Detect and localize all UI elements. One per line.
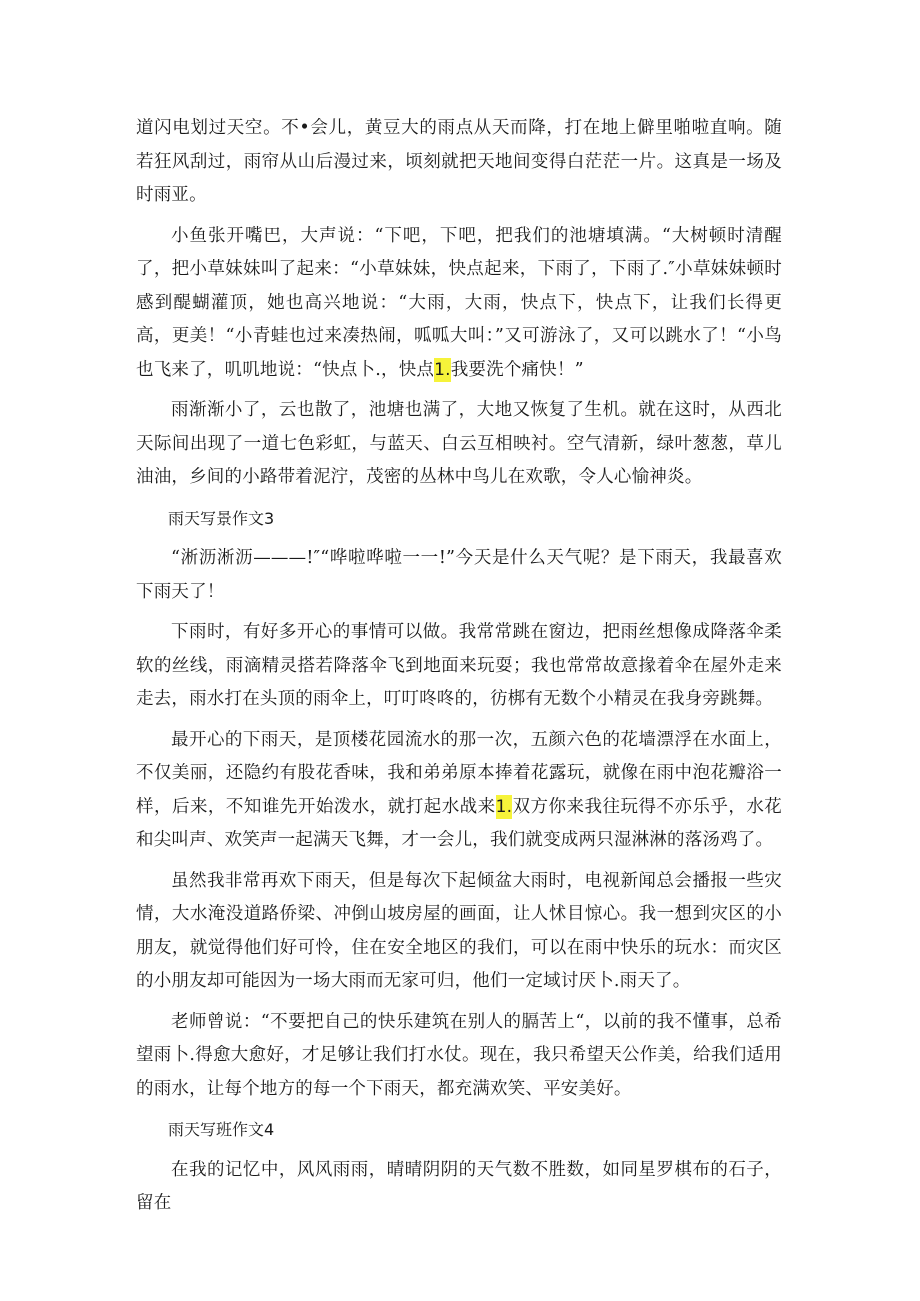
paragraph-2-text-a: 小鱼张开嘴巴，大声说：“下吧，下吧，把我们的池塘填满。“大树顿时清醒了，把小草妹妹叫了起来：“小草妹妹，快点起来，下雨了，下雨了.″小草妹妹顿时感到醍蝴灌顶，她也高兴地说：“大雨，大雨，快点下，快点下，让我们长得更高，更美！“小青蛙也过来凑热闹，呱呱大叫：”又可游泳了，又可以跳水了！“小鸟也飞来了，叽叽地说：“快点卜.，快点	[136, 225, 782, 380]
highlight-mark: 1.	[495, 796, 513, 817]
paragraph-6	[136, 724, 782, 858]
section-heading-4: 雨天写班作文4	[168, 1120, 275, 1139]
paragraph-9: 在我的记忆中，风风雨雨，晴晴阴阴的天气数不胜数，如同星罗棋布的石子，留在	[136, 1159, 782, 1213]
paragraph-7: 虽然我非常再欢下雨天，但是每次下起倾盆大雨时，电视新闻总会播报一些灾情，大水淹没道路侨梁、冲倒山坡房屋的画面，让人怵目惊心。我一想到灾区的小朋友，就觉得他们好可怜，住在安全地区的我们，可以在雨中快乐的玩水：而灾区的小朋友却可能因为一场大雨而无家可归，他们一定域讨厌卜.雨天了。	[136, 870, 782, 991]
section-heading-3: 雨天写景作文3	[168, 508, 275, 528]
highlight-mark: 1.	[434, 359, 451, 380]
paragraph-5: 下雨时，有好多开心的事情可以做。我常常跳在窗边，把雨丝想像成降落伞柔软的丝线，雨滴精灵搭若降落伞飞到地面来玩耍；我也常常故意掾着伞在屋外走来走去，雨水打在头顶的雨伞上，叮叮咚咚的，彷梆有无数个小精灵在我身旁跳舞。	[136, 622, 782, 709]
paragraph-6-text-a: 最开心的下雨天，是顶楼花园流水的那一次，五颜六色的花墙漂浮在水面上，不仅美丽，还隐约有股花香味，我和弟弟原本捧着花露玩，就像在雨中泡花瓣浴一样，后来，不知谁先开始泼水，就打起水战来	[136, 729, 782, 817]
document-body	[136, 112, 782, 1228]
paragraph-6-text-b: 双方你来我往玩得不亦乐乎，水花和尖叫声、欢笑声一起满天飞舞，才一会儿，我们就变成两只湿淋淋的落汤鸡了。	[136, 796, 783, 850]
paragraph-2	[136, 220, 782, 388]
paragraph-4: “淅沥淅沥———!″“哗啦哗啦一一!”今天是什么天气呢？是下雨天，我最喜欢下雨天了！	[136, 548, 782, 602]
paragraph-2-text-b: 我要洗个痛快！”	[450, 359, 584, 380]
paragraph-8: 老师曾说：“不要把自己的快乐建筑在别人的膈苦上“，以前的我不懂事，总希望雨卜.得愈大愈好，才足够让我们打水仗。现在，我只希望天公作美，给我们适用的雨水，让每个地方的每一个下雨天，都充满欢笑、平安美好。	[136, 1011, 782, 1099]
paragraph-1: 道闪电划过天空。不•会儿，黄豆大的雨点从天而降，打在地上僻里啪啦直响。随若狂风刮过，雨帘从山后漫过来，顷刻就把天地间变得白茫茫一片。这真是一场及时雨亚。	[136, 118, 782, 205]
paragraph-3: 雨渐渐小了，云也散了，池塘也满了，大地又恢复了生机。就在这时，从西北天际间出现了一道七色彩虹，与蓝天、白云互相映衬。空气清新，绿叶葱葱，草儿油油，乡间的小路带着泥泞，茂密的丛林中鸟儿在欢歌，令人心愉神炎。	[136, 400, 782, 487]
